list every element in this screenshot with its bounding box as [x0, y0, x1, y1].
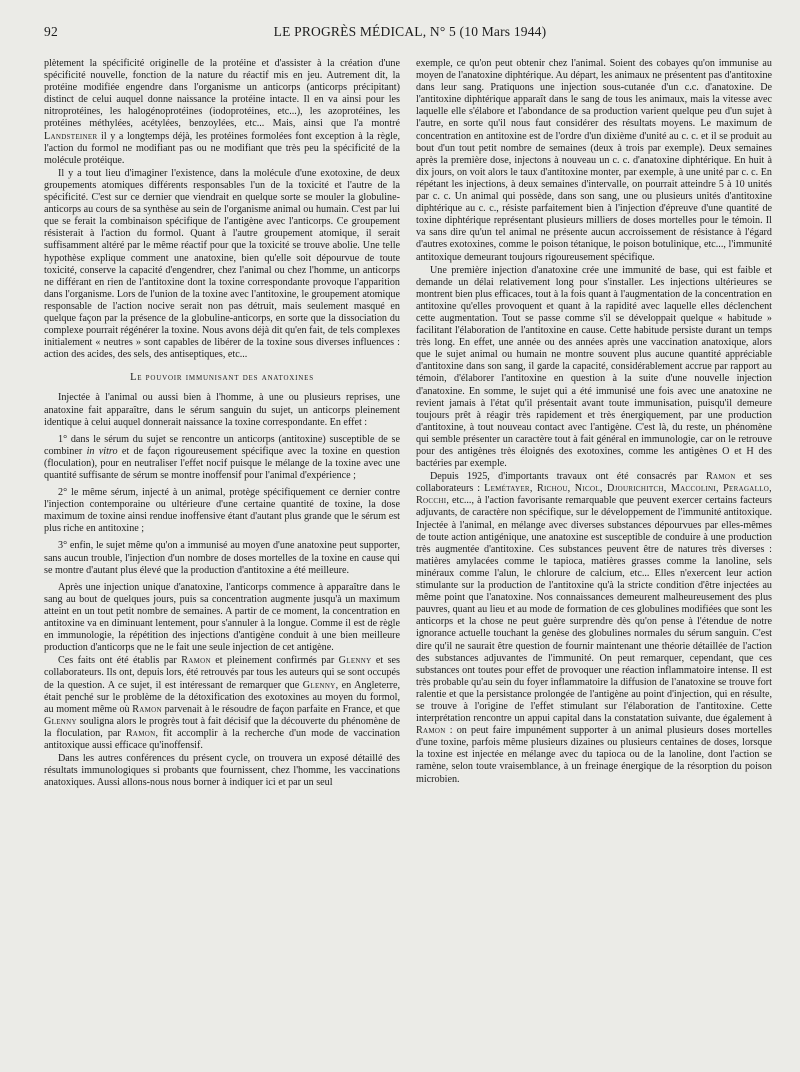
running-head [44, 24, 772, 46]
paragraph-adjuvants: Depuis 1925, d'importants travaux ont été consacrés par Ramon et ses collaborateurs : Lemétayer, Richou, Nicol, Djourichitch, Maccolini, Peragallo, Rocchi, etc..., à l'action favorisante remarquable que peuvent exercer certains facteurs adjuvants, de caractère non spécifique, sur le développement de l'immunité antitoxique. Injectée à l'animal, en mélange avec diverses substances dépourvues par elles-mêmes de toute action antigénique, une anatoxine est susceptible de conduire à une production très augmentée d'antitoxine. Ces substances peuvent être de natures très diverses : matières amylacées comme le tapioca, matières grasses comme la lanoline, sels minéraux comme l'alun, le chlorure de calcium, etc... Elles n'exercent leur action stimulante sur la production de l'antitoxine qu'à la stricte condition d'être injectées au même point que l'anatoxine. Nos connaissances demeurent malheureusement des plus pauvres, quant au lieu et au mode de formation de ces globulines modifiées que sont les anticorps et la chose ne peut guère surprendre dès qu'on pense à l'étendue de notre ignorance actuelle touchant la genèse des globulines normales du sérum sanguin. C'est dire qu'il ne saurait être question de fournir maintenant une théorie détaillée de l'action des substances adjuvantes de l'immunité. On peut remarquer, cependant, que ces substances ont toutes pour effet de provoquer une réaction inflammatoire intense. Il est très probable qu'au sein du foyer inflammatoire la diffusion de l'anatoxine se trouve fort ralentie et que la persistance prolongée de l'antigène au point d'injection, qui en résulte, se trouve à l'origine de l'effet stimulant sur l'élaboration de l'antitoxine. Cette interprétation rencontre un appui capital dans la constatation suivante, due également à Ramon : on peut faire impunément supporter à un animal plusieurs doses mortelles d'une toxine, parfois même plusieurs dizaines ou plusieurs centaines de doses, lorsque la toxine est injectée en mélange avec du tapioca ou de la lanoline, dont l'action se ramène, selon toute vraisemblance, à un freinage énergique de la résorption du poison microbien. [416, 471, 772, 785]
list-item-1: 1° dans le sérum du sujet se rencontre un anticorps (antitoxine) susceptible de se combiner in vitro et de façon rigoureusement spécifique avec la toxine en question (floculation), pour en neutraliser l'effet nocif puisque le mélange de la toxine avec une quantité suffisante de sérum se montre inoffensif pour l'animal d'expérience ; [44, 433, 400, 481]
list-item-2: 2° le même sérum, injecté à un animal, protège spécifiquement ce dernier contre l'injection contemporaine ou ultérieure d'une certaine quantité de toxine, la dose maximum de toxine ainsi rendue inoffensive étant d'autant plus grande que le sérum est plus riche en antitoxine ; [44, 487, 400, 535]
paragraph-anatoxine-injection: Injectée à l'animal ou aussi bien à l'homme, à une ou plusieurs reprises, une anatoxine fait apparaître, dans le sérum sanguin du sujet, un anticorps pleinement identique à celui auquel donnerait naissance la toxine correspondante. En effet : [44, 392, 400, 428]
paragraph-other-conferences: Dans les autres conférences du présent cycle, on trouvera un exposé détaillé des résultats immunologiques si probants que fournissent, chez l'homme, les vaccinations anatoxiques. Aussi allons-nous nous borner à indiquer ici et par un seul [44, 753, 400, 789]
left-column [44, 58, 400, 790]
paragraph-base-immunity: Une première injection d'anatoxine crée une immunité de base, qui est faible et demande un délai relativement long pour s'installer. Les injections ultérieures se montrent bien plus efficaces, tout à la fois quant à l'augmentation de la concentration en antitoxine qu'elles provoquent et quant à la rapidité avec laquelle elles déclenchent cette augmentation. Tout se passe comme s'il se développait quelque « habitude » facilitant l'élaboration de l'antitoxine en cause. Cette habitude persiste durant un temps très long. En effet, une année ou des années après une vaccination anatoxique, alors que le sujet animal ou humain ne montre souvent plus aucune quantité appréciable d'antitoxine dans son sang, il garde la capacité, considérablement accrue par rapport au témoin, d'élaborer l'antitoxine en question à la suite d'une nouvelle injection d'anatoxine. En somme, le sujet qui a été immunisé une fois avec une anatoxine ne revient jamais à l'état qu'il présentait avant toute immunisation, puisqu'il demeure toujours prêt à réagir très rapidement et très énergiquement, par une production d'antitoxine, à tout nouveau contact avec l'antigène. C'est là, du reste, un phénomène qui semble présenter un caractère tout à fait général en immunologie, car on le retrouve pour des antigènes très éloignés des exotoxines, comme les antigènes O et H des bactéries par exemple. [416, 264, 772, 470]
running-title: LE PROGRÈS MÉDICAL, N° 5 (10 Mars 1944) [273, 24, 547, 39]
paragraph-single-injection: Après une injection unique d'anatoxine, l'anticorps commence à apparaître dans le sang au bout de quelques jours, puis sa concentration augmente jusqu'à un maximum atteint en un tout petit nombre de semaines. A partir de ce moment, la concentration en antitoxine va en diminuant lentement, pour s'annuler à la longue. Comme il est de règle en immunologie, la répétition des injections d'antigène conduit à une bien meilleure production d'anticorps que ne le fait une seule injection de cet antigène. [44, 581, 400, 654]
paragraph-protein-specificity: plètement la spécificité originelle de la protéine et d'assister à la création d'une spécificité nouvelle, fonction de la nature du réactif mis en jeu. Autrement dit, la protéine modifiée engendre dans l'organisme un anticorps (anticorps précipitant) distinct de celui auquel donne naissance la protéine intacte. Il en va ainsi pour les nitroprotéines, les halogénoprotéines (iodoprotéines, etc...), les azoprotéines, les protéines méthylées, acétylées, benzoylées, etc... Mais, ainsi que l'a montré Landsteiner il y a longtemps déjà, les protéines formolées font exception à la règle, l'action du formol ne modifiant pas ou ne modifiant que très peu la spécificité de la molécule protéique. [44, 58, 400, 166]
list-item-3: 3° enfin, le sujet même qu'on a immunisé au moyen d'une anatoxine peut supporter, sans aucun trouble, l'injection d'un nombre de doses mortelles de la toxine en cause qui se montre d'autant plus élevé que la production d'antitoxine a été meilleure. [44, 540, 400, 576]
author-name: Landsteiner [44, 130, 98, 142]
paragraph-exotoxine-hypothesis: Il y a tout lieu d'imaginer l'existence, dans la molécule d'une exotoxine, de deux groupements atomiques différents responsables l'un de la toxicité et l'autre de la spécificité. C'est sur ce dernier que viendrait en quelque sorte se mouler la globuline-anticorps au cours de sa synthèse au sein de l'organisme animal ou humain. C'est par lui que se ferait la combinaison spécifique de l'antigène avec l'anticorps. Ce groupement résisterait à l'action du formol. Quant à l'autre groupement atomique, il serait suffisamment altéré par le même réactif pour que la toxicité se trouve abolie. Une telle hypothèse explique comment une anatoxine, bien qu'elle soit dépourvue de toute toxicité, conserve la capacité d'engendrer, chez l'animal ou chez l'homme, un anticorps ne différant en rien de l'antitoxine dont la toxine correspondante provoque l'apparition dans l'organisme. Lors de l'union de la toxine avec l'antitoxine, le groupement atomique responsable de l'action nocive serait non pas détruit, mais seulement masqué en quelque façon par la présence de la globuline-anticorps, en sorte que la dissociation du complexe pourrait régénérer la toxine. Nous avons déjà dit qu'en fait, de tels complexes initialement « neutres » sont capables de libérer de la toxine sous diverses influences : action des acides, des sels, des antiseptiques, etc... [44, 167, 400, 361]
section-heading: Le pouvoir immunisant des anatoxines [130, 372, 314, 384]
paragraph-cobaye-example: exemple, ce qu'on peut obtenir chez l'animal. Soient des cobayes qu'on immunise au moyen de l'anatoxine diphtérique. Au départ, les animaux ne présentent pas d'antitoxine dans leur sang. Pratiquons une injection sous-cutanée d'un c.c. d'anatoxine. De l'antitoxine diphtérique apparaît dans le sang de tous les animaux, mais la vitesse avec laquelle elle s'élabore et l'abondance de sa production varient quelque peu d'un sujet à l'autre, en sorte qu'il nous faut considérer des résultats moyens. Le maximum de concentration en antitoxine est de l'ordre d'un dixième d'unité au c. c. et il se produit au bout d'un tout petit nombre de semaines (deux à trois par exemple). Deux semaines après la première dose, injectons à nouveau un c. c. d'anatoxine diphtérique. En huit à dix jours, on voit alors le taux d'antitoxine monter, par exemple, à une unité par c. c. En répétant les injections, à deux semaines d'intervalle, on pourrait atteindre 5 à 10 unités par c. c. Un animal qui possède, dans son sang, une ou plusieurs unités d'antitoxine diphtérique au c. c., résiste parfaitement bien à l'injection d'épreuve d'une quantité de toxine diphtérique représentant plusieurs milliers de doses mortelles pour le témoin. Il va sans dire qu'un tel animal ne présente aucun accroissement de résistance à l'égard d'autres exotoxines, comme le poison tétanique, le poison botulinique, etc..., l'immunité antitoxique demeurant toujours rigoureusement spécifique. [416, 58, 772, 263]
paragraph-ramon-glenny: Ces faits ont été établis par Ramon et pleinement confirmés par Glenny et ses collaborateurs. Ils ont, depuis lors, été retrouvés par tous les auteurs qui se sont occupés de la question. A ce sujet, il est intéressant de remarquer que Glenny, en Angleterre, était penché sur le problème de la détoxification des exotoxines au moyen du formol, au moment même où Ramon parvenait à le résoudre de façon parfaite en France, et que Glenny souligna alors le progrès tout à fait décisif que la découverte du phénomène de la floculation, par Ramon, fit accomplir à la recherche d'un mode de vaccination antitoxique aussi efficace qu'inoffensif. [44, 655, 401, 751]
right-column [416, 58, 772, 790]
text-columns [44, 58, 772, 790]
page-number: 92 [44, 24, 58, 39]
